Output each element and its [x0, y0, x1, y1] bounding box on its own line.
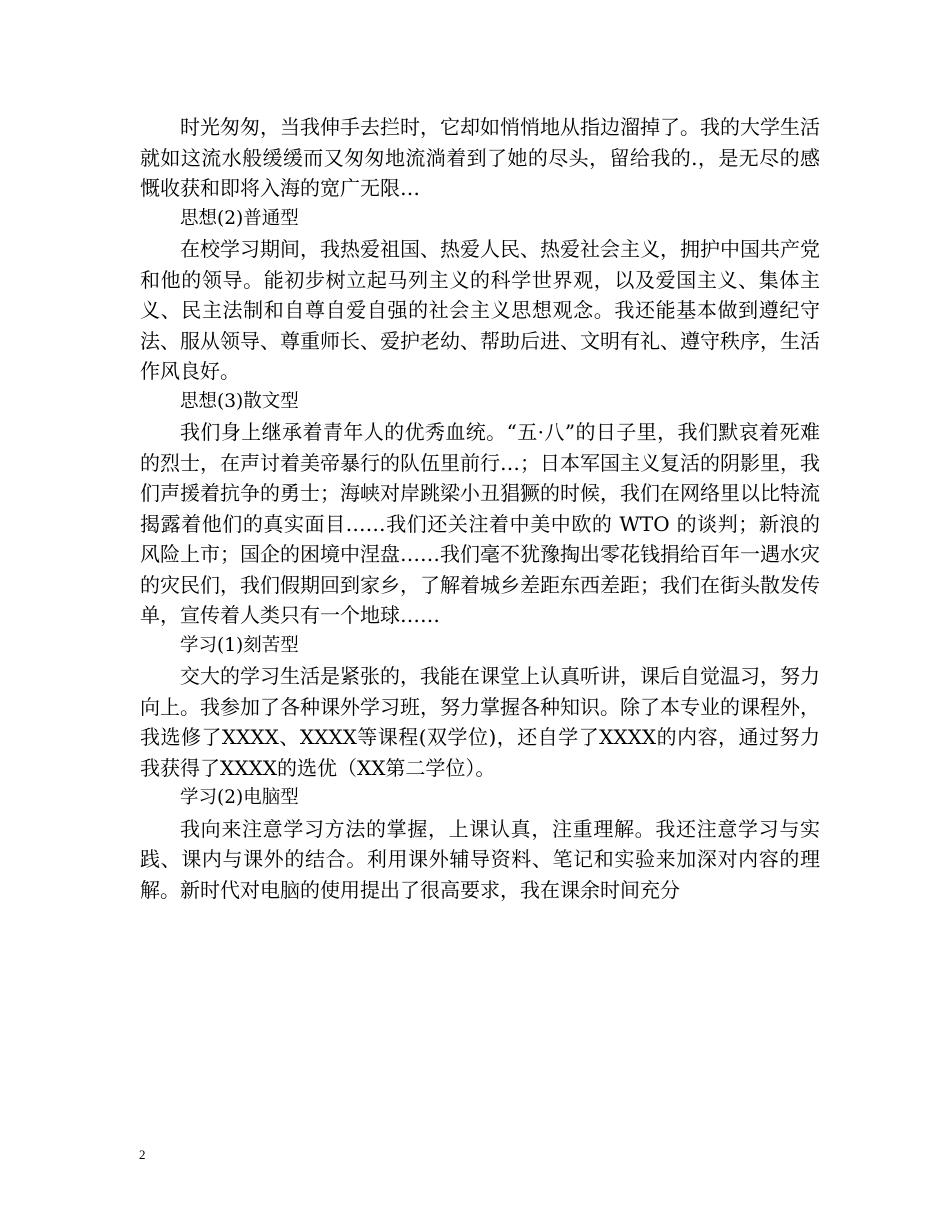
paragraph-thought-3: 我们身上继承着青年人的优秀血统。“五·八”的日子里，我们默哀着死难的烈士，在声讨着美帝暴行的队伍里前行…；日本军国主义复活的阴影里，我们声援着抗争的勇士；海峡对岸跳梁小丑猖獗的时候，我们在网络里以比特流揭露着他们的真实面目……我们还关注着中美中欧的 WTO 的谈判；新浪的风险上市；国企的困境中涅盘……我们毫不犹豫掏出零花钱捐给百年一遇水灾的灾民们，我们假期回到家乡，了解着城乡差距东西差距；我们在街头散发传单，宣传着人类只有一个地球…… — [140, 420, 820, 627]
paragraph-intro: 时光匆匆，当我伸手去拦时，它却如悄悄地从指边溜掉了。我的大学生活就如这流水般缓缓而又匆匆地流淌着到了她的尽头，留给我的.，是无尽的感慨收获和即将入海的宽广无限… — [140, 115, 820, 200]
paragraph-thought-2: 在校学习期间，我热爱祖国、热爱人民、热爱社会主义，拥护中国共产党和他的领导。能初步树立起马列主义的科学世界观，以及爱国主义、集体主义、民主法制和自尊自爱自强的社会主义思想观念。我还能基本做到遵纪守法、服从领导、尊重师长、爱护老幼、帮助后进、文明有礼、遵守秩序，生活作风良好。 — [140, 237, 820, 383]
section-heading-study-1: 学习(1)刻苦型 — [180, 634, 299, 656]
section-heading-study-2: 学习(2)电脑型 — [180, 787, 299, 808]
page-number: 2 — [139, 1147, 146, 1162]
paragraph-study-1: 交大的学习生活是紧张的，我能在课堂上认真听讲，课后自觉温习，努力向上。我参加了各种课外学习班，努力掌握各种知识。除了本专业的课程外，我选修了XXXX、XXXX等课程(双学位)，还自学了XXXX的内容，通过努力我获得了XXXX的选优（XX第二学位）。 — [140, 664, 820, 780]
document-body — [140, 112, 820, 905]
paragraph-study-2: 我向来注意学习方法的掌握，上课认真，注重理解。我还注意学习与实践、课内与课外的结合。利用课外辅导资料、笔记和实验来加深对内容的理解。新时代对电脑的使用提出了很高要求，我在课余时间充分 — [140, 816, 820, 902]
section-heading-thought-2: 思想(2)普通型 — [180, 207, 299, 229]
section-heading-thought-3: 思想(3)散文型 — [180, 390, 299, 412]
